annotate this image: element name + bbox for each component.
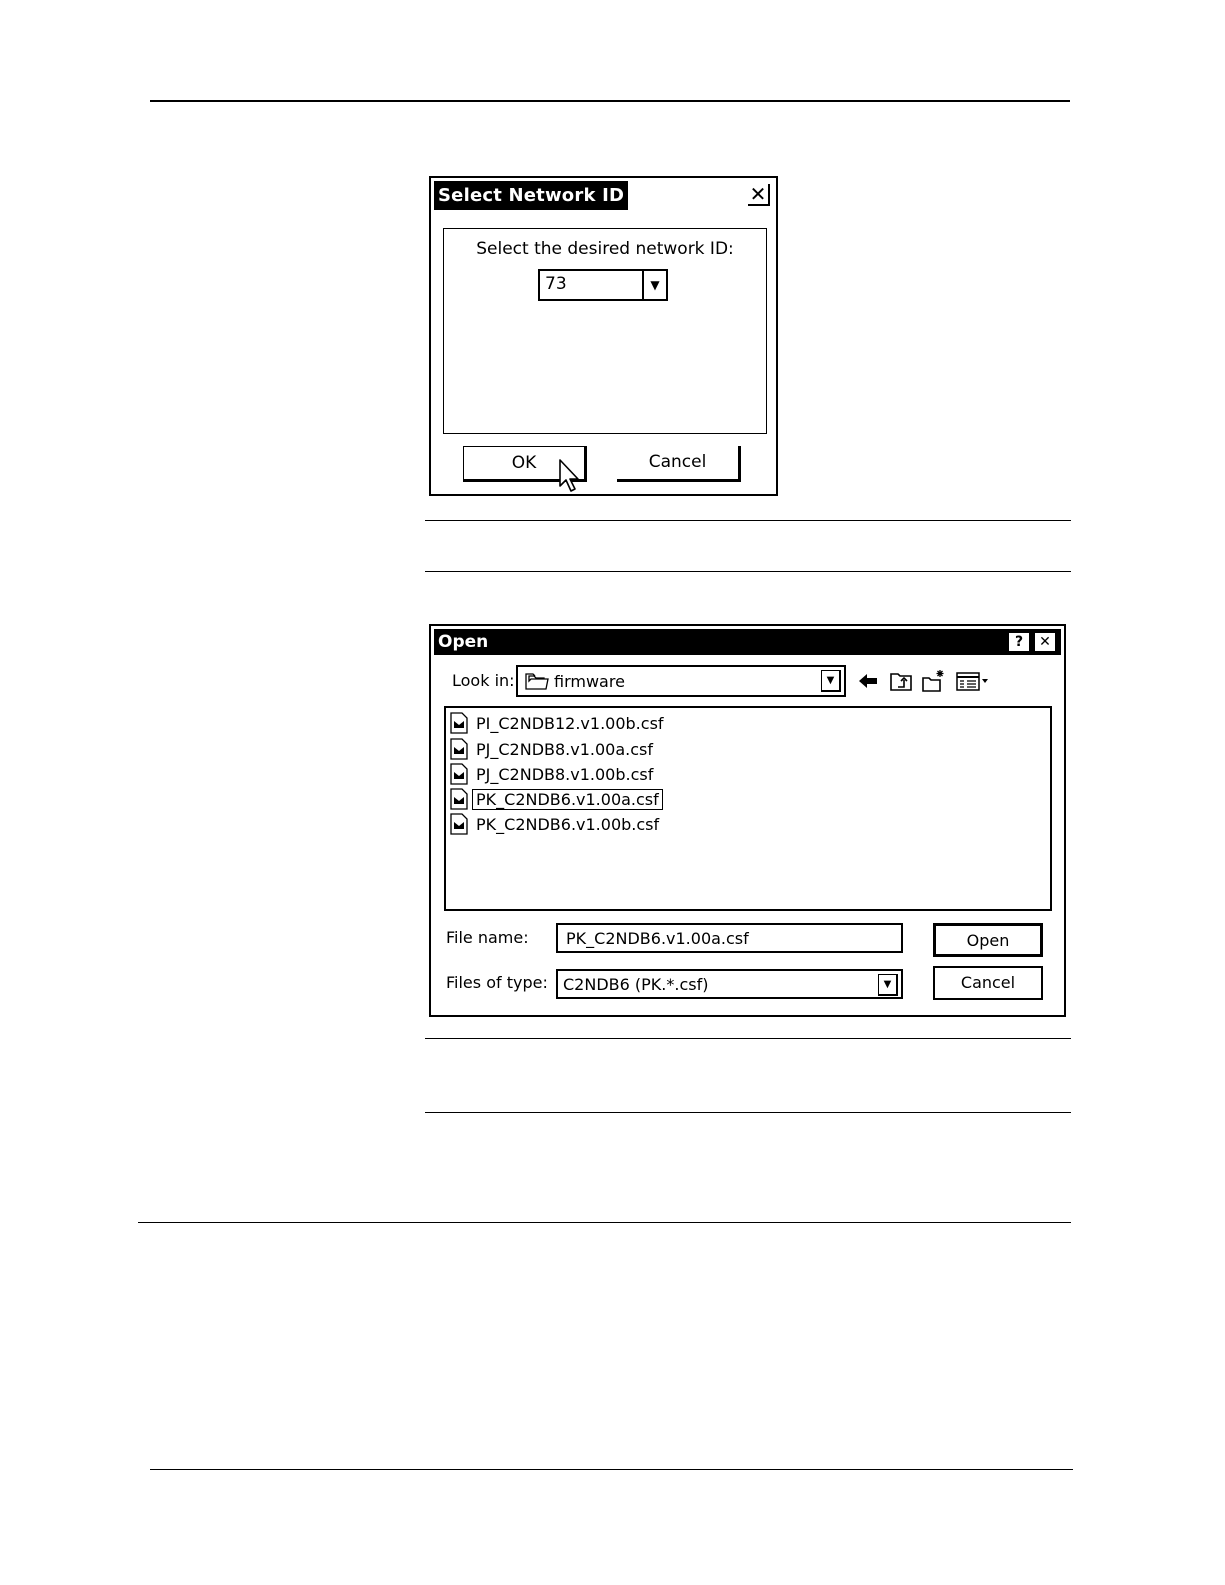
- chevron-down-icon[interactable]: ▼: [642, 271, 666, 299]
- file-name: PK_C2NDB6.v1.00a.csf: [473, 790, 662, 809]
- file-name: PI_C2NDB12.v1.00b.csf: [476, 713, 664, 733]
- select-network-id-dialog: [429, 176, 778, 496]
- divider-1: [425, 520, 1071, 521]
- file-list[interactable]: [444, 706, 1052, 911]
- file-name-value: PK_C2NDB6.v1.00a.csf: [566, 929, 749, 948]
- divider-3: [425, 1038, 1071, 1039]
- list-item[interactable]: [450, 738, 656, 760]
- file-icon: [450, 738, 468, 760]
- file-icon: [450, 788, 468, 810]
- cancel-button[interactable]: Cancel: [933, 966, 1043, 1000]
- file-icon: [450, 763, 468, 785]
- network-id-prompt: Select the desired network ID:: [476, 239, 734, 259]
- up-folder-icon[interactable]: [888, 668, 914, 694]
- divider-4: [425, 1112, 1071, 1113]
- look-in-select[interactable]: [516, 665, 846, 697]
- ok-button[interactable]: OK: [463, 446, 587, 482]
- mouse-pointer-icon: [558, 458, 580, 494]
- help-icon[interactable]: ?: [1009, 633, 1029, 651]
- footer-rule: [150, 1469, 1073, 1470]
- file-name-input[interactable]: [556, 923, 903, 953]
- open-file-dialog: [429, 624, 1066, 1017]
- section-rule: [138, 1222, 1071, 1223]
- list-item[interactable]: [450, 813, 662, 835]
- cancel-button[interactable]: Cancel: [617, 446, 741, 482]
- network-id-select[interactable]: [538, 269, 668, 301]
- file-icon: [450, 712, 468, 734]
- chevron-down-icon[interactable]: ▼: [878, 974, 898, 996]
- list-item[interactable]: [450, 712, 667, 734]
- header-rule: [150, 100, 1070, 102]
- open-button[interactable]: Open: [933, 923, 1043, 957]
- back-arrow-icon[interactable]: [855, 668, 881, 694]
- close-icon[interactable]: ✕: [748, 184, 770, 206]
- close-icon[interactable]: ✕: [1035, 633, 1055, 651]
- dialog-title: [434, 629, 1061, 655]
- files-of-type-value: C2NDB6 (PK.*.csf): [563, 975, 709, 994]
- file-name: PJ_C2NDB8.v1.00a.csf: [476, 739, 653, 759]
- divider-2: [425, 571, 1071, 572]
- folder-icon: [525, 672, 549, 691]
- file-name: PK_C2NDB6.v1.00b.csf: [476, 814, 660, 834]
- files-of-type-select[interactable]: [556, 969, 903, 999]
- chevron-down-icon[interactable]: ▼: [821, 670, 841, 692]
- file-icon: [450, 813, 468, 835]
- view-menu-icon[interactable]: [955, 668, 991, 694]
- list-item[interactable]: [450, 763, 656, 785]
- new-folder-icon[interactable]: [921, 668, 947, 694]
- look-in-value: firmware: [554, 672, 625, 691]
- look-in-label: Look in:: [452, 671, 515, 690]
- list-item-selected[interactable]: [450, 788, 662, 810]
- dialog-title-text: Open: [438, 632, 489, 652]
- network-id-value: 73: [545, 274, 567, 294]
- dialog-title: Select Network ID: [434, 181, 628, 210]
- file-name-label: File name:: [446, 928, 529, 947]
- file-name: PJ_C2NDB8.v1.00b.csf: [476, 764, 654, 784]
- files-of-type-label: Files of type:: [446, 973, 548, 992]
- network-id-group: [443, 228, 767, 434]
